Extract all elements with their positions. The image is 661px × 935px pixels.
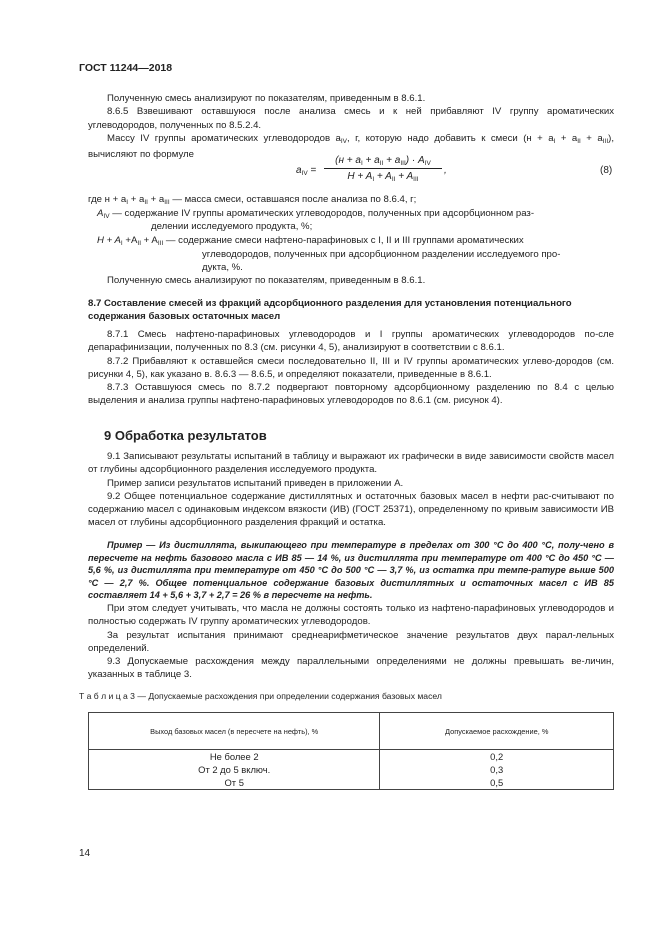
document-header: ГОСТ 11244—2018 xyxy=(79,62,173,74)
formula-lhs: $a_{IV}$ = xyxy=(296,165,317,177)
paragraph: Полученную смесь анализируют по показателям, приведенным в 8.6.1. xyxy=(107,93,426,104)
formula-comma: , xyxy=(444,165,447,176)
formula-denominator: $H + A_I + A_{II} + A_{III}$ xyxy=(347,171,419,183)
paragraph-8-6-5: 8.6.5 Взвешивают оставшуюся после анализа смесь и к ней прибавляют IV группу ароматических углеводородов, полученных по 8.5.2.4. xyxy=(88,106,614,131)
paragraph-result: За результат испытания принимают среднеарифметическое значение результатов двух парал-лельных определений. xyxy=(88,629,614,654)
paragraph-8-7-1: 8.7.1 Смесь нафтено-парафиновых углеводородов и I группы ароматических углеводородов по-сле депарафинизации, полученных по 8.3 (см. рисунки 4, 5), анализируют в соответствии с 8.6.1. xyxy=(88,329,614,354)
column-header-tolerance: Допускаемое расхождение, % xyxy=(380,713,614,750)
paragraph-9-3: 9.3 Допускаемые расхождения между параллельными определениями не должны превышать ве-личин, указанных в таблице 3. xyxy=(88,656,614,681)
after-legend-block xyxy=(88,274,614,287)
section-9-title: 9 Обработка результатов xyxy=(104,428,267,443)
paragraph-8-7-3: 8.7.3 Оставшуюся смесь по 8.7.2 подвергают повторному адсорбционному разделению по 8.4 с целью выделения и анализа группы нафтено-парафиновых углеводородов по 8.6.1 (см. рисунок 4). xyxy=(88,382,614,407)
column-header-yield: Выход базовых масел (в пересчете на нефть), % xyxy=(89,713,380,750)
formula-numerator: $(н + a_I + a_{II} + a_{III}) \cdot A_{IV}$ xyxy=(324,155,442,169)
top-text-block xyxy=(88,92,614,161)
paragraph-9-1: 9.1 Записывают результаты испытаний в таблицу и выражают их графически в виде зависимости свойств масел от глубины адсорбционного разделения исследуемого продукта. xyxy=(88,451,614,476)
table-3 xyxy=(88,712,614,790)
legend-line-1: где $н + a_I + a_{II} + a_{III}$ — масса смеси, оставшаяся после анализа по 8.6.4, г; xyxy=(88,194,417,206)
cell-tolerance: 0,3 xyxy=(380,763,614,776)
section-8-7-title: 8.7 Составление смесей из фракций адсорбционного разделения для установления потенциального содержания базовых остаточных масел xyxy=(88,298,572,323)
table-row xyxy=(89,750,614,764)
table-row xyxy=(89,763,614,776)
formula-fraction xyxy=(324,155,442,183)
cell-yield: От 5 xyxy=(89,776,380,790)
section-9-body xyxy=(88,450,614,530)
table-3-caption: Т а б л и ц а 3 — Допускаемые расхождения при определении содержания базовых масел xyxy=(79,691,442,701)
cell-tolerance: 0,5 xyxy=(380,776,614,790)
legend-line-3: $H + A_I +A_{II} + A_{III}$ — содержание смеси нафтено-парафиновых с I, II и III группами ароматических xyxy=(97,235,524,247)
legend-line-3b: углеводородов, полученных при адсорбционном разделении исследуемого про- xyxy=(202,249,561,260)
paragraph-9-2: 9.2 Общее потенциальное содержание дистиллятных и остаточных базовых масел в нефти рас-считывают по содержанию масел с одинаковым индексом вязкости (ИВ) (ГОСТ 25371), определенному по кривым зависимости ИВ масел от глубины адсорбционного разделения фракций и остатка. xyxy=(88,490,614,529)
legend-line-2b: делении исследуемого продукта, %; xyxy=(151,221,313,232)
example-note: Пример — Из дистиллята, выкипающего при температуре в пределах от 300 °С до 400 °С, полу-чено в пересчете на нефть базового масла с ИВ 85 — 14 %, из дистиллята при температуре от 400 °С до 450 °С — 5,6 %, из дистиллята при температуре от 450 °С до 500 °С — 3,7 %, из остатка при темпе-ратуре выше 500 °С — 2,7 %. Общее потенциальное содержание базовых дистиллятных и остаточных масел с ИВ 85 составляет 14 + 5,6 + 3,7 + 2,7 = 26 % в пересчете на нефть. xyxy=(88,540,614,601)
paragraph: Полученную смесь анализируют по показателям, приведенным в 8.6.1. xyxy=(107,275,426,286)
cell-tolerance: 0,2 xyxy=(380,750,614,764)
table-header-row xyxy=(89,713,614,750)
cell-yield: От 2 до 5 включ. xyxy=(89,763,380,776)
paragraph-mass-iv: Массу IV группы ароматических углеводородов $a_{IV}$, г, которую надо добавить к смеси $(н + a_I + a_{II} + a_{III})$, вычисляют по формуле xyxy=(88,132,614,161)
cell-yield: Не более 2 xyxy=(89,750,380,764)
legend-line-2: $A_{IV}$ — содержание IV группы ароматических углеводородов, полученных при адсорбционном раз- xyxy=(97,208,535,220)
section-9-body-2 xyxy=(88,602,614,682)
legend-line-3c: дукта, %. xyxy=(202,262,243,273)
paragraph-note: При этом следует учитывать, что масла не должны состоять только из нафтено-парафиновых углеводородов и полностью содержать IV группу ароматических углеводородов. xyxy=(88,603,614,628)
page-number: 14 xyxy=(79,848,91,859)
equation-number: (8) xyxy=(600,165,613,176)
section-8-7-body xyxy=(88,328,614,408)
table-row xyxy=(89,776,614,790)
paragraph-example-ref: Пример записи результатов испытаний приведен в приложении А. xyxy=(107,477,404,489)
paragraph-8-7-2: 8.7.2 Прибавляют к оставшейся смеси последовательно II, III и IV группы ароматических углево-дородов (см. рисунки 4, 5), как указано в. 8.6.3 — 8.6.5, и определяют показатели, приведенные в 8.6.1. xyxy=(88,355,614,380)
